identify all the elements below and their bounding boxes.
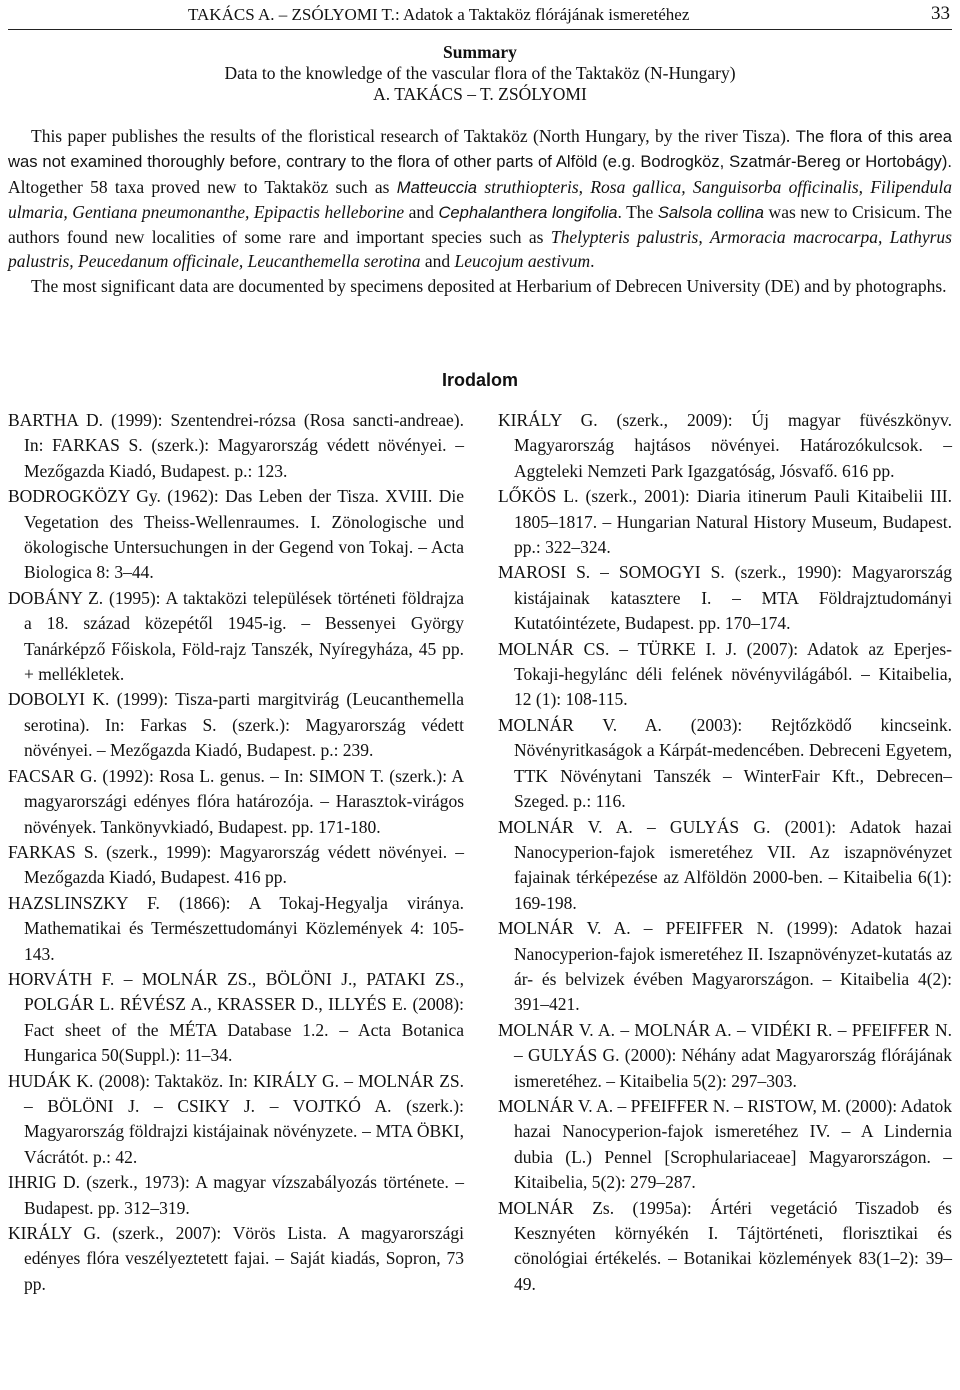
running-head-title: [188, 5, 689, 25]
species-name: Thelypteris palustris, Armoracia macrocarpa, Lathyrus palustris, Peucedanum officinale, Leucanthemella serotina: [8, 227, 952, 272]
reference-item: DOBÁNY Z. (1995): A taktaközi települések történeti földrajza a 18. század közepétől 1945-ig. – Bessenyei György Tanárképző Főiskola, Föld-rajz Tanszék, Nyíregyháza, 45 pp. + mellékletek.: [8, 587, 464, 685]
species-name: Leucojum aestivum: [454, 251, 591, 272]
abstract: [8, 124, 952, 298]
reference-item: FARKAS S. (szerk., 1999): Magyarország védett növényei. – Mezőgazda Kiadó, Budapest. 416 pp.: [8, 841, 464, 888]
abstract-text: and: [420, 251, 455, 272]
summary-authors: A. TAKÁCS – T. ZSÓLYOMI: [373, 84, 587, 104]
reference-item: FACSAR G. (1992): Rosa L. genus. – In: SIMON T. (szerk.): A magyarországi edényes flóra határozója. – Harasztok-virágos növények. Tankönyvkiadó, Budapest. pp. 171-180.: [8, 765, 464, 837]
section-title: Irodalom: [441, 370, 518, 390]
reference-item: KIRÁLY G. (szerk., 2007): Vörös Lista. A magyarországi edényes flóra veszélyeztetett fajai. – Saját kiadás, Sopron, 73 pp.: [8, 1223, 464, 1294]
summary-label: Summary: [443, 42, 517, 62]
reference-item: IHRIG D. (szerk., 1973): A magyar vízszabályozás története. – Budapest. pp. 312–319.: [8, 1172, 464, 1218]
species-name: Cephalanthera longifolia: [438, 202, 618, 222]
reference-item: MOLNÁR V. A. (2003): Rejtőzködő kincseink. Növényritkaságok a Kárpát-medencében. Debreceni Egyetem, TTK Növénytani Tanszék – WinterFair Kft., Debrecen–Szeged. p.: 116.: [498, 714, 952, 812]
summary-title: Data to the knowledge of the vascular flora of the Taktaköz (N-Hungary): [224, 63, 736, 83]
reference-item: MOLNÁR V. A. – GULYÁS G. (2001): Adatok hazai Nanocyperion-fajok ismeretéhez VII. Az iszapnövényzet fajainak térképezése az Alföldön 2000-ben. – Kitaibelia 6(1): 169-198.: [498, 816, 952, 913]
species-name: Salsola collina: [657, 202, 765, 222]
reference-item: MOLNÁR V. A. – PFEIFFER N. (1999): Adatok hazai Nanocyperion-fajok ismeretéhez II. Iszapnövényzet-kutatás az ár- és belvizek évében Magyarországon. – Kitaibelia 4(2): 391–421.: [498, 918, 952, 1015]
reference-item: MAROSI S. – SOMOGYI S. (szerk., 1990): Magyarország kistájainak katasztere I. – MTA Földrajztudományi Kutatóintézete, Budapest. pp. 170–174.: [498, 562, 952, 634]
abstract-paragraph-2: The most significant data are documented by specimens deposited at Herbarium of Debrecen University (DE) and by photographs.: [31, 275, 947, 296]
abstract-text: .: [590, 251, 595, 272]
running-head-authors: TAKÁCS A. – ZSÓLYOMI T.: [188, 5, 395, 24]
abstract-text: This paper publishes the results of the floristical research of Taktaköz (North Hungary, by the river Tisza).: [31, 126, 796, 146]
reference-item: BODROGKÖZY Gy. (1962): Das Leben der Tisza. XVIII. Die Vegetation des Theiss-Wellenraumes. I. Zönologische und ökologische Untersuchungen in der Gegend von Tokaj. – Acta Biologica 8: 3–44.: [8, 486, 464, 583]
page-number: 33: [931, 3, 950, 24]
summary-header: [8, 42, 952, 105]
reference-item: HUDÁK K. (2008): Taktaköz. In: KIRÁLY G. – MOLNÁR ZS. – BÖLÖNI J. – CSIKY J. – VOJTKÓ A. (szerk.): Magyarország földrajzi kistájainak növényzete. – MTA ÖBKI, Vácrátót. p.: 42.: [8, 1070, 464, 1167]
reference-item: MOLNÁR Zs. (1995a): Ártéri vegetáció Tiszadob és Kesznyéten környékén I. Tájtörténeti, florisztikai és cönológiai értékelés. – Botanikai közlemények 83(1–2): 39–49.: [498, 1197, 952, 1294]
abstract-paragraph-1: [8, 124, 952, 274]
abstract-text: was new to Crisicum.: [764, 201, 921, 222]
reference-item: HORVÁTH F. – MOLNÁR ZS., BÖLÖNI J., PATAKI ZS., POLGÁR L. RÉVÉSZ A., KRASSER D., ILLYÉS E. (2008): Fact sheet of the MÉTA Database 1.2. – Acta Botanica Hungarica 50(Suppl.): 11–34.: [8, 968, 464, 1066]
abstract-text: The flora of this area was not examined thoroughly before, contrary to the flora of other parts of Alföld (e.g. Bodrogköz, Szatmár-Bereg or Hortobágy).: [8, 127, 952, 172]
abstract-text: The authors found new localities of some rare and important species such as: [8, 201, 952, 248]
reference-item: HAZSLINSZKY F. (1866): A Tokaj-Hegyalja viránya. Mathematikai és Természettudományi Közlemények 4: 105-143.: [8, 892, 464, 964]
reference-item: MOLNÁR V. A. – MOLNÁR A. – VIDÉKI R. – PFEIFFER N. – GULYÁS G. (2000): Néhány adat Magyarország flórájának ismeretéhez. – Kitaibelia 5(2): 297–303.: [498, 1019, 952, 1091]
reference-item: DOBOLYI K. (1999): Tisza-parti margitvirág (Leucanthemella serotina). In: Farkas S. (szerk.): Magyarország védett növényei. – Mezőgazda Kiadó, Budapest. p.: 239.: [8, 689, 464, 761]
reference-item: BARTHA D. (1999): Szentendrei-rózsa (Rosa sancti-andreae). In: FARKAS S. (szerk.): Magyarország védett növényei. – Mezőgazda Kiadó, Budapest. p.: 123.: [8, 410, 464, 481]
references-right-column: [498, 408, 952, 1297]
abstract-text: . The: [617, 201, 658, 222]
reference-item: MOLNÁR CS. – TÜRKE I. J. (2007): Adatok az Eperjes-Tokaji-hegylánc déli felének növényvilágából. – Kitaibelia, 12 (1): 108-115.: [498, 638, 952, 710]
abstract-text: and: [404, 201, 439, 222]
running-head-title-text: : Adatok a Taktaköz flórájának ismeretéhez: [394, 5, 690, 24]
species-name: struthiopteris, Rosa gallica, Sanguisorba officinalis, Filipendula ulmaria, Gentiana pneumonanthe, Epipactis helleborine: [8, 176, 953, 222]
abstract-text: Altogether 58 taxa proved new to Taktaköz such as: [8, 176, 397, 197]
species-name: Matteuccia: [396, 177, 478, 197]
reference-item: KIRÁLY G. (szerk., 2009): Új magyar füvészkönyv. Magyarország hajtásos növényei. Határozókulcsok. – Aggteleki Nemzeti Park Igazgatóság, Jósvafő. 616 pp.: [498, 410, 952, 481]
running-head: [8, 3, 952, 30]
reference-item: MOLNÁR V. A. – PFEIFFER N. – RISTOW, M. (2000): Adatok hazai Nanocyperion-fajok ismeretéhez IV. – A Lindernia dubia (L.) Pennel [Scrophulariaceae] Magyarországon. – Kitaibelia, 5(2): 279–287.: [498, 1095, 952, 1193]
references-left-column: [8, 408, 464, 1297]
reference-item: LŐKÖS L. (szerk., 2001): Diaria itinerum Pauli Kitaibelii III. 1805–1817. – Hungarian Natural History Museum, Budapest. pp.: 322–324.: [498, 486, 952, 558]
